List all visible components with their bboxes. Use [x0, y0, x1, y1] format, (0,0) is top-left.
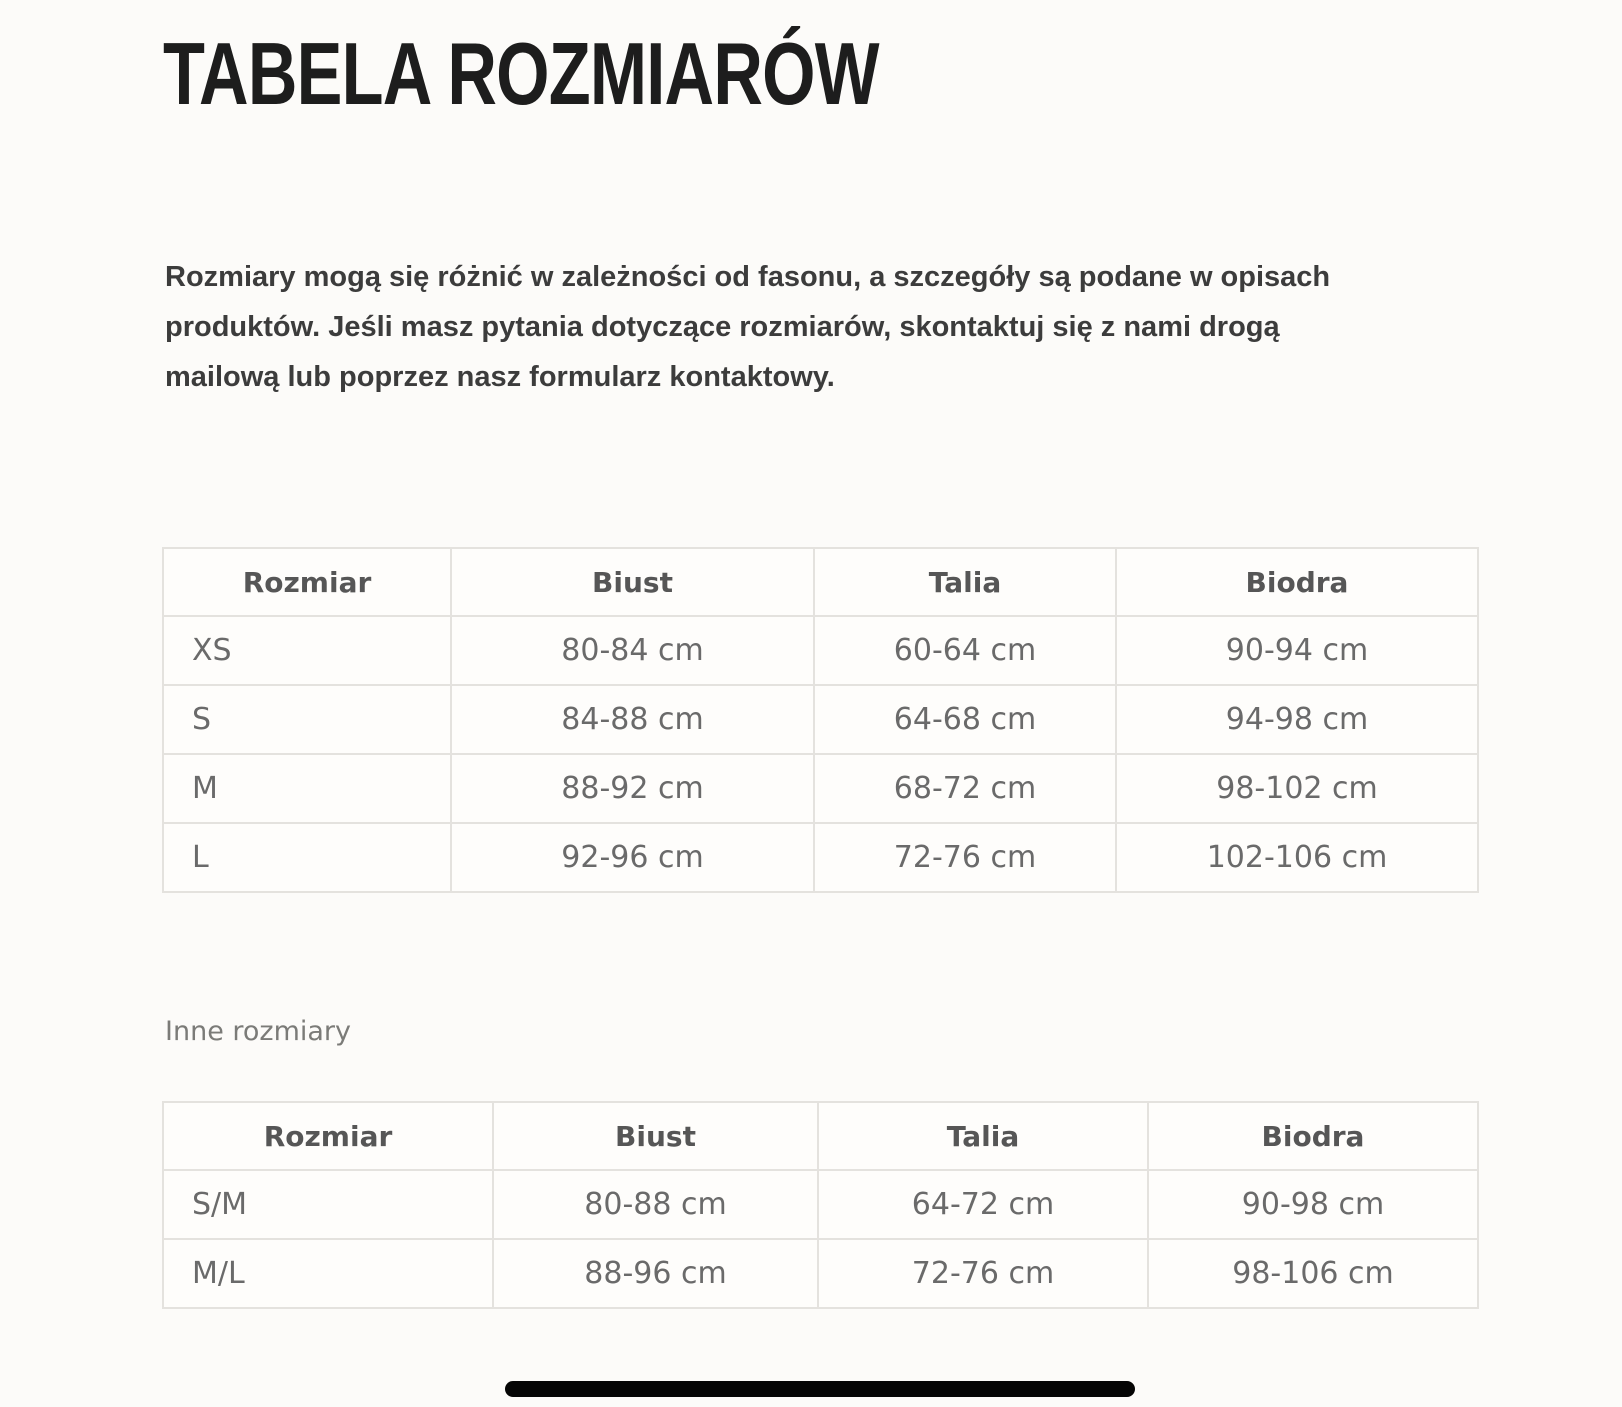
column-header-rozmiar: Rozmiar [163, 548, 451, 616]
waist-value: 60-64 cm [814, 616, 1116, 685]
waist-value: 72-76 cm [818, 1239, 1148, 1308]
home-indicator-bar[interactable] [505, 1381, 1135, 1397]
hips-value: 90-94 cm [1116, 616, 1478, 685]
other-sizes-label: Inne rozmiary [165, 1016, 352, 1047]
intro-line: Rozmiary mogą się różnić w zależności od fasonu, a szczegóły są podane w opisach [165, 261, 1331, 293]
column-header-biust: Biust [493, 1102, 818, 1170]
bust-value: 84-88 cm [451, 685, 814, 754]
bust-value: 80-88 cm [493, 1170, 818, 1239]
column-header-biust: Biust [451, 548, 814, 616]
column-header-talia: Talia [814, 548, 1116, 616]
table-row [163, 685, 1478, 754]
table-row [163, 616, 1478, 685]
other-sizes-table [162, 1101, 1479, 1309]
table-row [163, 823, 1478, 892]
column-header-biodra: Biodra [1148, 1102, 1478, 1170]
size-value: S [163, 685, 451, 754]
bust-value: 88-96 cm [493, 1239, 818, 1308]
other-sizes-header-row [163, 1102, 1478, 1170]
table-row [163, 1239, 1478, 1308]
table-row [163, 754, 1478, 823]
size-value: M [163, 754, 451, 823]
table-row [163, 1170, 1478, 1239]
page-title [163, 24, 1081, 123]
bust-value: 80-84 cm [451, 616, 814, 685]
hips-value: 94-98 cm [1116, 685, 1478, 754]
waist-value: 72-76 cm [814, 823, 1116, 892]
column-header-biodra: Biodra [1116, 548, 1478, 616]
size-value: S/M [163, 1170, 493, 1239]
bust-value: 92-96 cm [451, 823, 814, 892]
intro-line: mailową lub poprzez nasz formularz kontaktowy. [165, 361, 835, 393]
intro-paragraph [165, 252, 1330, 402]
hips-value: 98-106 cm [1148, 1239, 1478, 1308]
size-value: M/L [163, 1239, 493, 1308]
waist-value: 64-68 cm [814, 685, 1116, 754]
size-value: XS [163, 616, 451, 685]
size-table-header-row [163, 548, 1478, 616]
bust-value: 88-92 cm [451, 754, 814, 823]
waist-value: 68-72 cm [814, 754, 1116, 823]
hips-value: 102-106 cm [1116, 823, 1478, 892]
intro-line: produktów. Jeśli masz pytania dotyczące rozmiarów, skontaktuj się z nami drogą [165, 311, 1280, 343]
waist-value: 64-72 cm [818, 1170, 1148, 1239]
size-value: L [163, 823, 451, 892]
page-title-text: TABELA ROZMIARÓW [163, 24, 879, 123]
size-table [162, 547, 1479, 893]
hips-value: 98-102 cm [1116, 754, 1478, 823]
column-header-talia: Talia [818, 1102, 1148, 1170]
hips-value: 90-98 cm [1148, 1170, 1478, 1239]
column-header-rozmiar: Rozmiar [163, 1102, 493, 1170]
